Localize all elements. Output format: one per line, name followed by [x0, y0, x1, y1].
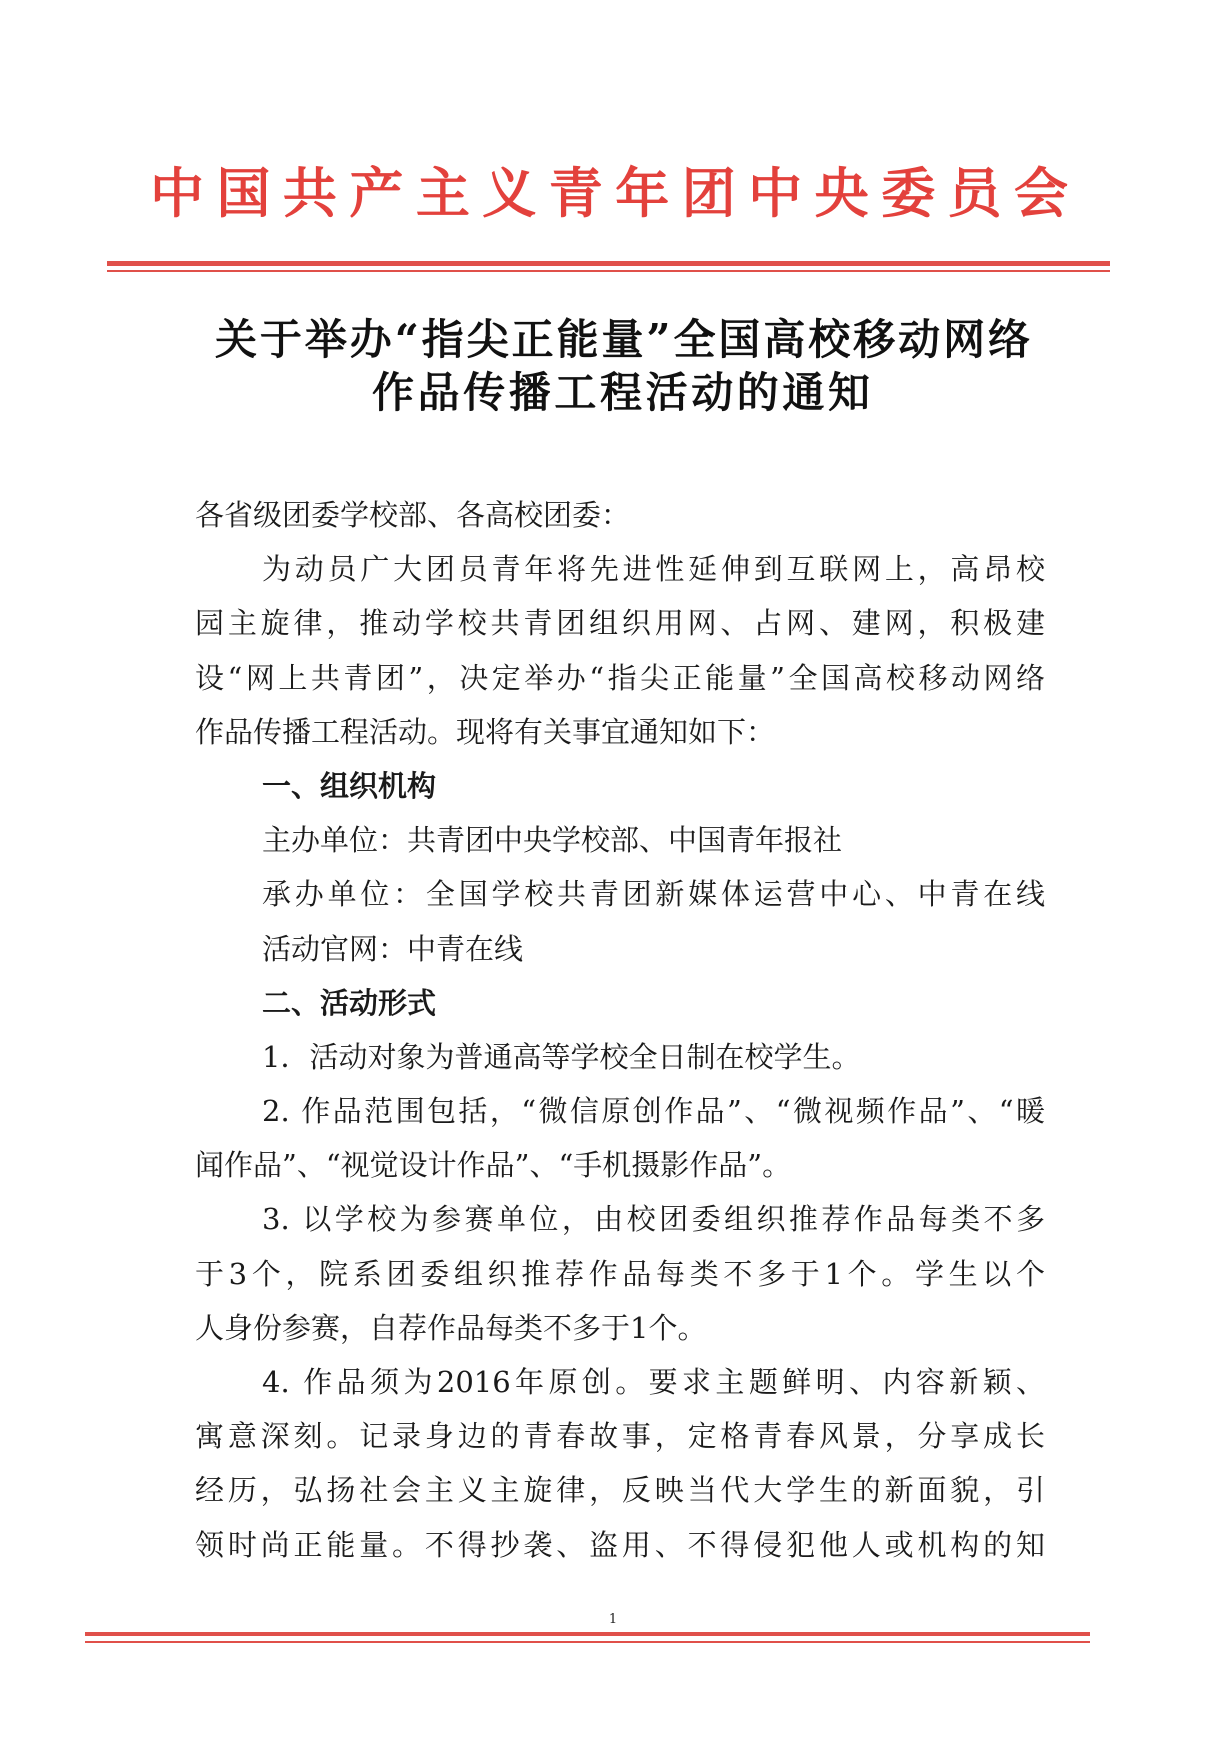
section-heading-activity-form: 二、活动形式: [262, 985, 437, 1020]
intro-paragraph-line: 园主旋律，推动学校共青团组织用网、占网、建网，积极建: [195, 606, 1045, 641]
section-heading-organization: 一、组织机构: [262, 768, 437, 803]
intro-paragraph-line: 设“网上共青团”，决定举办“指尖正能量”全国高校移动网络: [195, 660, 1045, 695]
activity-item-4-line: 经历，弘扬社会主义主旋律，反映当代大学生的新面貌，引: [195, 1473, 1045, 1508]
activity-item-3-line: 3. 以学校为参赛单位，由校团委组织推荐作品每类不多: [262, 1202, 1045, 1237]
organizer-official-site: 活动官网：中青在线: [262, 931, 524, 966]
activity-item-3-line: 于3个，院系团委组织推荐作品每类不多于1个。学生以个: [195, 1256, 1045, 1291]
activity-item-2-line: 闻作品”、“视觉设计作品”、“手机摄影作品”。: [195, 1148, 792, 1183]
letterhead-rule-thick: [107, 261, 1110, 266]
activity-item-4-line: 寓意深刻。记录身边的青春故事，定格青春风景，分享成长: [195, 1419, 1045, 1454]
notice-body: [195, 488, 1045, 1572]
footer-rule-thick: [85, 1632, 1090, 1636]
activity-item-2-line: 2. 作品范围包括，“微信原创作品”、“微视频作品”、“暖: [262, 1094, 1045, 1129]
activity-item-4-line: 4. 作品须为2016年原创。要求主题鲜明、内容新颖、: [262, 1365, 1045, 1399]
organizer-undertaker: 承办单位：全国学校共青团新媒体运营中心、中青在线: [262, 877, 1045, 912]
intro-paragraph-line: 作品传播工程活动。现将有关事宜通知如下：: [195, 714, 776, 749]
activity-item-4-line: 领时尚正能量。不得抄袭、盗用、不得侵犯他人或机构的知: [195, 1527, 1045, 1562]
notice-title-line-1: 关于举办“指尖正能量”全国高校移动网络: [215, 315, 1030, 364]
page-number: 1: [608, 1612, 618, 1627]
letterhead-rule-thin: [107, 270, 1110, 272]
activity-item-3-line: 人身份参赛，自荐作品每类不多于1个。: [195, 1310, 707, 1345]
activity-item-1-line: 1．活动对象为普通高等学校全日制在校学生。: [262, 1039, 861, 1074]
organizer-host: 主办单位：共青团中央学校部、中国青年报社: [262, 823, 843, 858]
letterhead-organization: 中国共产主义青年团中央委员会: [150, 161, 1068, 225]
intro-paragraph-line: 为动员广大团员青年将先进性延伸到互联网上，高昂校: [262, 552, 1045, 587]
salutation: 各省级团委学校部、各高校团委：: [195, 498, 631, 532]
notice-title-line-2: 作品传播工程活动的通知: [372, 368, 870, 417]
footer-rule-thin: [85, 1641, 1090, 1643]
